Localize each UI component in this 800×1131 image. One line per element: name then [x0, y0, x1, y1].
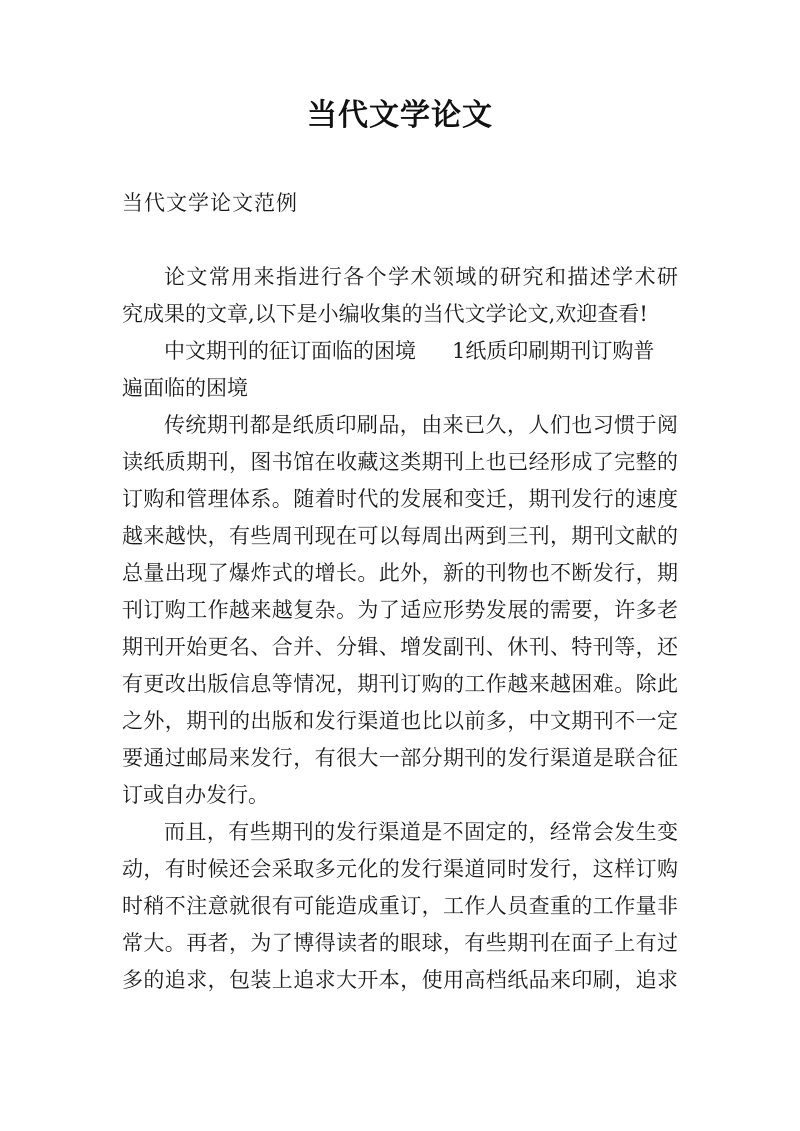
text-line: 传统期刊都是纸质印刷品，由来已久，人们也习惯于阅: [164, 413, 678, 437]
text-line: 时稍不注意就很有可能造成重订，工作人员查重的工作量非: [122, 894, 678, 918]
text-line: 刊订购工作越来越复杂。为了适应形势发展的需要，许多老: [122, 598, 678, 622]
document-title: 当代文学论文: [307, 98, 493, 133]
paragraph-intro: [122, 259, 678, 333]
text-line: 论文常用来指进行各个学术领域的研究和描述学术研: [164, 265, 678, 289]
text-line: 常大。再者，为了博得读者的眼球，有些期刊在面子上有过: [122, 931, 678, 955]
text-line: 订购和管理体系。随着时代的发展和变迁，期刊发行的速度: [122, 487, 678, 511]
text-line: 多的追求，包装上追求大开本，使用高档纸品来印刷，追求: [122, 968, 678, 992]
text-line: 有更改出版信息等情况，期刊订购的工作越来越困难。除此: [122, 672, 678, 696]
paragraph-body-2: [122, 814, 678, 999]
text-line: 之外，期刊的出版和发行渠道也比以前多，中文期刊不一定: [122, 709, 678, 733]
text-line: 要通过邮局来发行，有很大一部分期刊的发行渠道是联合征: [122, 746, 678, 770]
paragraph-section-heading: [122, 333, 678, 407]
document-subtitle: 当代文学论文范例: [122, 191, 298, 215]
text-line: 究成果的文章,以下是小编收集的当代文学论文,欢迎查看!: [122, 302, 648, 326]
text-line: 动，有时候还会采取多元化的发行渠道同时发行，这样订购: [122, 857, 678, 881]
heading-part: 1纸质印刷期刊订购普: [452, 339, 655, 363]
text-line: 越来越快，有些周刊现在可以每周出两到三刊，期刊文献的: [122, 524, 678, 548]
text-line: 期刊开始更名、合并、分辑、增发副刊、休刊、特刊等，还: [122, 635, 678, 659]
paragraph-body-1: [122, 407, 678, 814]
text-line: 遍面临的困境: [122, 376, 248, 400]
text-line: 订或自办发行。: [122, 783, 269, 807]
text-line: 读纸质期刊，图书馆在收藏这类期刊上也已经形成了完整的: [122, 450, 678, 474]
heading-part: 中文期刊的征订面临的困境: [164, 339, 416, 363]
document-body: [122, 259, 678, 999]
text-line: 总量出现了爆炸式的增长。此外，新的刊物也不断发行，期: [122, 561, 678, 585]
text-line: 而且，有些期刊的发行渠道是不固定的，经常会发生变: [164, 820, 678, 844]
text-line: [122, 333, 678, 370]
